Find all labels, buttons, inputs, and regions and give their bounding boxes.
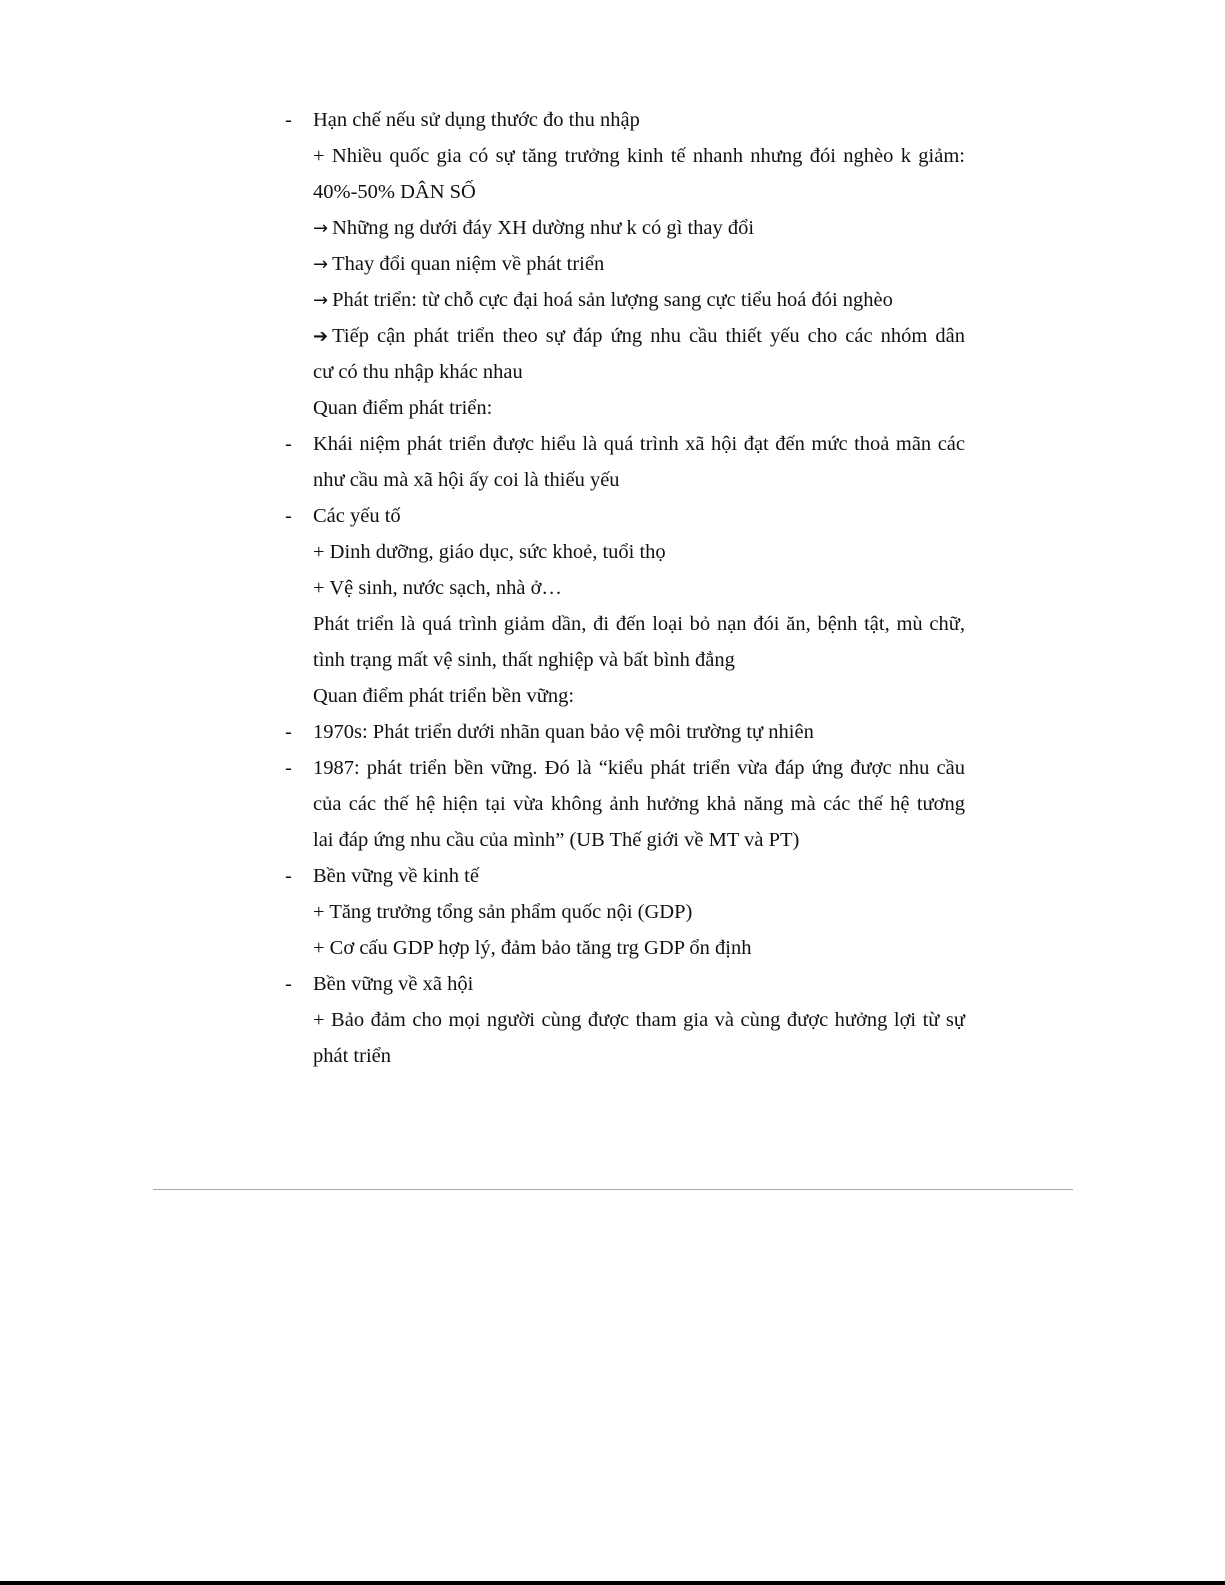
- document-body: [285, 102, 965, 1074]
- line-text: [313, 786, 965, 822]
- line-text: [313, 361, 523, 383]
- line-text: [313, 750, 965, 786]
- line-text: [313, 865, 479, 887]
- bullet-line: [285, 426, 965, 462]
- text-line: [285, 174, 965, 210]
- line-text: [313, 901, 692, 923]
- text-line: [285, 678, 965, 714]
- bullet-line: [285, 966, 965, 1002]
- arrow-icon: →: [313, 218, 329, 239]
- line-content: cư có thu nhập khác nhau: [313, 361, 523, 383]
- line-text: [313, 469, 620, 491]
- text-line: [285, 318, 965, 354]
- bullet-line: [285, 750, 965, 786]
- line-content: như cầu mà xã hội ấy coi là thiếu yếu: [313, 469, 620, 491]
- bullet-dash: -: [285, 757, 292, 779]
- line-content: Những ng dưới đáy XH dường như k có gì thay đổi: [332, 217, 755, 239]
- line-content: lai đáp ứng nhu cầu của mình” (UB Thế giới về MT và PT): [313, 829, 800, 851]
- line-text: [313, 217, 754, 239]
- text-line: [285, 534, 965, 570]
- line-text: [313, 649, 735, 671]
- line-content: Bền vững về xã hội: [313, 973, 474, 995]
- bullet-line: [285, 858, 965, 894]
- bullet-dash: -: [285, 109, 292, 131]
- line-text: [313, 253, 604, 275]
- text-line: [285, 282, 965, 318]
- bullet-dash: -: [285, 433, 292, 455]
- text-line: [285, 246, 965, 282]
- line-content: 1987: phát triển bền vững. Đó là “kiểu phát triển vừa đáp ứng được nhu cầu: [313, 757, 965, 779]
- bullet-dash: -: [285, 505, 292, 527]
- text-line: [285, 930, 965, 966]
- text-line: [285, 606, 965, 642]
- text-line: [285, 210, 965, 246]
- bullet-dash: -: [285, 973, 292, 995]
- line-content: Phát triển là quá trình giảm dần, đi đến loại bỏ nạn đói ăn, bệnh tật, mù chữ,: [313, 613, 965, 635]
- line-content: tình trạng mất vệ sinh, thất nghiệp và bất bình đẳng: [313, 649, 735, 671]
- line-content: Khái niệm phát triển được hiểu là quá trình xã hội đạt đến mức thoả mãn các: [313, 433, 965, 455]
- bullet-line: [285, 714, 965, 750]
- line-content: Thay đổi quan niệm về phát triển: [332, 253, 605, 275]
- line-text: [313, 685, 574, 707]
- line-text: [313, 937, 751, 959]
- bullet-line: [285, 498, 965, 534]
- line-content: 1970s: Phát triển dưới nhãn quan bảo vệ môi trường tự nhiên: [313, 721, 814, 743]
- line-content: + Dinh dưỡng, giáo dục, sức khoẻ, tuổi thọ: [313, 541, 666, 563]
- text-line: [285, 786, 965, 822]
- text-line: [285, 1038, 965, 1074]
- line-content: phát triển: [313, 1045, 391, 1067]
- text-line: [285, 894, 965, 930]
- page-bottom-edge: [0, 1581, 1225, 1585]
- line-text: [313, 181, 476, 203]
- line-content: Các yếu tố: [313, 505, 401, 527]
- line-content: Bền vững về kinh tế: [313, 865, 479, 887]
- line-content: + Vệ sinh, nước sạch, nhà ở…: [313, 577, 562, 599]
- text-line: [285, 138, 965, 174]
- line-text: [313, 606, 965, 642]
- bullet-line: [285, 102, 965, 138]
- line-content: Phát triển: từ chỗ cực đại hoá sản lượng sang cực tiểu hoá đói nghèo: [332, 289, 893, 311]
- bullet-dash: -: [285, 865, 292, 887]
- text-line: [285, 1002, 965, 1038]
- line-text: [313, 577, 562, 599]
- text-line: [285, 462, 965, 498]
- line-text: [313, 318, 965, 355]
- arrow-icon: →: [313, 290, 329, 311]
- page-break-divider: [153, 1189, 1073, 1190]
- line-text: [313, 505, 401, 527]
- arrow-icon: →: [313, 254, 329, 275]
- arrow-icon: ➔: [313, 326, 329, 347]
- line-content: Tiếp cận phát triển theo sự đáp ứng nhu cầu thiết yếu cho các nhóm dân: [332, 325, 965, 347]
- line-text: [313, 426, 965, 462]
- line-content: của các thế hệ hiện tại vừa không ảnh hưởng khả năng mà các thế hệ tương: [313, 793, 965, 815]
- line-text: [313, 397, 492, 419]
- line-text: [313, 541, 666, 563]
- line-text: [313, 289, 893, 311]
- line-content: + Cơ cấu GDP hợp lý, đảm bảo tăng trg GDP ổn định: [313, 937, 752, 959]
- line-text: [313, 1002, 965, 1038]
- line-content: Quan điểm phát triển bền vững:: [313, 685, 575, 707]
- text-line: [285, 354, 965, 390]
- line-content: + Nhiều quốc gia có sự tăng trưởng kinh tế nhanh nhưng đói nghèo k giảm:: [313, 145, 965, 167]
- line-text: [313, 973, 473, 995]
- line-content: + Bảo đảm cho mọi người cùng được tham gia và cùng được hưởng lợi từ sự: [313, 1009, 965, 1031]
- line-text: [313, 829, 799, 851]
- line-content: Hạn chế nếu sử dụng thước đo thu nhập: [313, 109, 640, 131]
- line-content: 40%-50% DÂN SỐ: [313, 181, 476, 203]
- text-line: [285, 822, 965, 858]
- line-content: Quan điểm phát triển:: [313, 397, 493, 419]
- bullet-dash: -: [285, 721, 292, 743]
- text-line: [285, 642, 965, 678]
- text-line: [285, 390, 965, 426]
- line-text: [313, 1045, 391, 1067]
- line-content: + Tăng trưởng tổng sản phẩm quốc nội (GDP): [313, 901, 693, 923]
- line-text: [313, 721, 814, 743]
- line-text: [313, 109, 640, 131]
- line-text: [313, 138, 965, 174]
- text-line: [285, 570, 965, 606]
